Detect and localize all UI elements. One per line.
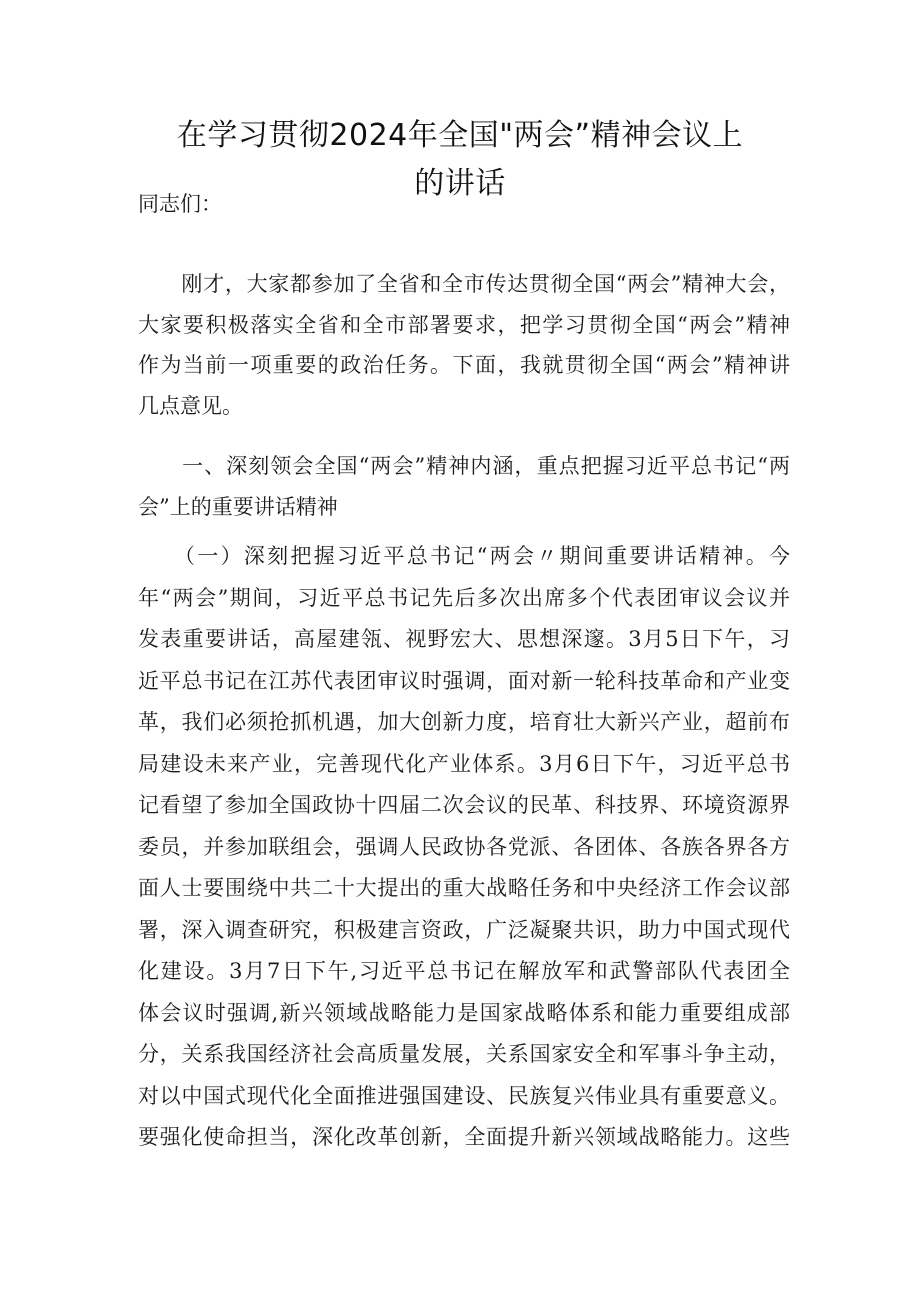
section-heading-1 xyxy=(138,446,790,527)
text-line: 记看望了参加全国政协十四届二次会议的民革、科技界、环境资源界 xyxy=(138,793,790,817)
text-line: 化建设。3月7日下午,习近平总书记在解放军和武警部队代表团全 xyxy=(138,959,790,983)
text-line: 一、深刻领会全国“两会”精神内涵，重点把握习近平总书记“两 xyxy=(138,454,790,478)
text-line: 署，深入调查研究，积极建言资政，广泛凝聚共识，助力中国式现代 xyxy=(138,917,790,942)
text-line: 大家要积极落实全省和全市部署要求，把学习贯彻全国“两会”精神 xyxy=(138,312,790,337)
text-line: 年“两会”期间，习近平总书记先后多次出席多个代表团审议会议并 xyxy=(138,585,790,610)
greeting: 同志们： xyxy=(138,192,222,216)
text-line: 对以中国式现代化全面推进强国建设、民族复兴伟业具有重要意义。 xyxy=(138,1083,790,1108)
text-line: 作为当前一项重要的政治任务。下面，我就贯彻全国“两会”精神讲 xyxy=(138,353,790,377)
text-line: 局建设未来产业，完善现代化产业体系。3月6日下午，习近平总书 xyxy=(138,751,790,776)
text-line: 刚才，大家都参加了全省和全市传达贯彻全国“两会”精神大会， xyxy=(138,272,790,296)
text-line: 体会议时强调,新兴领域战略能力是国家战略体系和能力重要组成部 xyxy=(138,1000,790,1025)
text-line: 面人士要围绕中共二十大提出的重大战略任务和中央经济工作会议部 xyxy=(138,876,790,900)
document-title xyxy=(120,112,800,208)
paragraph-intro xyxy=(138,264,790,426)
text-line: 委员，并参加联组会，强调人民政协各党派、各团体、各族各界各方 xyxy=(138,834,790,859)
title-line-2: 的讲话 xyxy=(414,166,506,201)
text-line: 近平总书记在江苏代表团审议时强调，面对新一轮科技革命和产业变 xyxy=(138,668,790,693)
title-line-1: 在学习贯彻2024年全国"两会”精神会议上 xyxy=(176,118,744,153)
paragraph-subsection-1 xyxy=(138,536,790,1159)
text-line: 会”上的重要讲话精神 xyxy=(138,494,338,519)
text-line: 要强化使命担当，深化改革创新，全面提升新兴领域战略能力。这些 xyxy=(138,1125,790,1149)
text-line: （一）深刻把握习近平总书记“两会〃期间重要讲话精神。今 xyxy=(138,544,790,568)
text-line: 分，关系我国经济社会高质量发展，关系国家安全和军事斗争主动， xyxy=(138,1042,790,1066)
text-line: 革，我们必须抢抓机遇，加大创新力度，培育壮大新兴产业，超前布 xyxy=(138,710,790,734)
text-line: 发表重要讲话，高屋建瓴、视野宏大、思想深邃。3月5日下午，习 xyxy=(138,627,790,651)
text-line: 几点意见。 xyxy=(138,393,243,418)
